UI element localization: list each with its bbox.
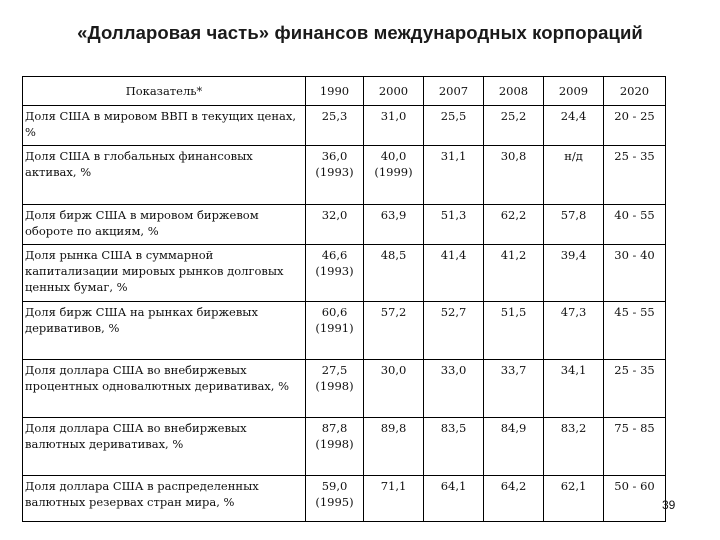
cell-1990: 25,3 [306,106,364,146]
cell-2008: 41,2 [484,245,544,302]
cell-2008: 51,5 [484,302,544,360]
cell-1990: 87,8 (1998) [306,418,364,476]
table-row [23,205,666,245]
cell-2020: 20 - 25 [604,106,666,146]
cell-2020: 40 - 55 [604,205,666,245]
table-row [23,360,666,418]
cell-1990: 46,6 (1993) [306,245,364,302]
table-row [23,418,666,476]
cell-1990: 59,0 (1995) [306,476,364,522]
cell-2009: 62,1 [544,476,604,522]
header-2008: 2008 [484,77,544,106]
cell-2008: 33,7 [484,360,544,418]
table-row [23,106,666,146]
cell-1990: 32,0 [306,205,364,245]
row-label: Доля США в мировом ВВП в текущих ценах, % [23,106,306,146]
cell-2009: 57,8 [544,205,604,245]
cell-2000: 40,0 (1999) [364,146,424,205]
cell-1990: 36,0 (1993) [306,146,364,205]
cell-2000: 48,5 [364,245,424,302]
slide-title: «Долларовая часть» финансов международных корпораций [77,22,643,43]
cell-1990: 60,6 (1991) [306,302,364,360]
header-2020: 2020 [604,77,666,106]
cell-2020: 75 - 85 [604,418,666,476]
cell-2009: н/д [544,146,604,205]
cell-2000: 57,2 [364,302,424,360]
data-table [22,76,666,522]
cell-2020: 30 - 40 [604,245,666,302]
table-row [23,146,666,205]
cell-2009: 47,3 [544,302,604,360]
cell-2009: 24,4 [544,106,604,146]
cell-2020: 45 - 55 [604,302,666,360]
row-label: Доля доллара США в распределенных валютных резервах стран мира, % [23,476,306,522]
cell-2009: 39,4 [544,245,604,302]
cell-2008: 84,9 [484,418,544,476]
cell-2000: 30,0 [364,360,424,418]
cell-2008: 30,8 [484,146,544,205]
row-label: Доля бирж США на рынках биржевых деривативов, % [23,302,306,360]
header-2007: 2007 [424,77,484,106]
cell-2007: 33,0 [424,360,484,418]
header-indicator: Показатель* [23,77,306,106]
cell-2008: 25,2 [484,106,544,146]
cell-2020: 50 - 60 [604,476,666,522]
cell-2009: 34,1 [544,360,604,418]
cell-2007: 83,5 [424,418,484,476]
header-2009: 2009 [544,77,604,106]
page-number: 39 [662,498,676,512]
table-row [23,302,666,360]
cell-2007: 41,4 [424,245,484,302]
cell-2008: 62,2 [484,205,544,245]
cell-2000: 89,8 [364,418,424,476]
row-label: Доля доллара США во внебиржевых валютных деривативах, % [23,418,306,476]
row-label: Доля США в глобальных финансовых активах, % [23,146,306,205]
cell-1990: 27,5 (1998) [306,360,364,418]
row-label: Доля бирж США в мировом биржевом обороте по акциям, % [23,205,306,245]
cell-2000: 63,9 [364,205,424,245]
cell-2007: 31,1 [424,146,484,205]
header-row [23,77,666,106]
header-2000: 2000 [364,77,424,106]
cell-2007: 25,5 [424,106,484,146]
cell-2009: 83,2 [544,418,604,476]
cell-2020: 25 - 35 [604,360,666,418]
header-1990: 1990 [306,77,364,106]
cell-2020: 25 - 35 [604,146,666,205]
cell-2007: 51,3 [424,205,484,245]
row-label: Доля рынка США в суммарной капитализации мировых рынков долговых ценных бумаг, % [23,245,306,302]
cell-2000: 31,0 [364,106,424,146]
cell-2008: 64,2 [484,476,544,522]
table-row [23,476,666,522]
cell-2007: 64,1 [424,476,484,522]
cell-2007: 52,7 [424,302,484,360]
table-row [23,245,666,302]
cell-2000: 71,1 [364,476,424,522]
row-label: Доля доллара США во внебиржевых процентных одновалютных деривативах, % [23,360,306,418]
